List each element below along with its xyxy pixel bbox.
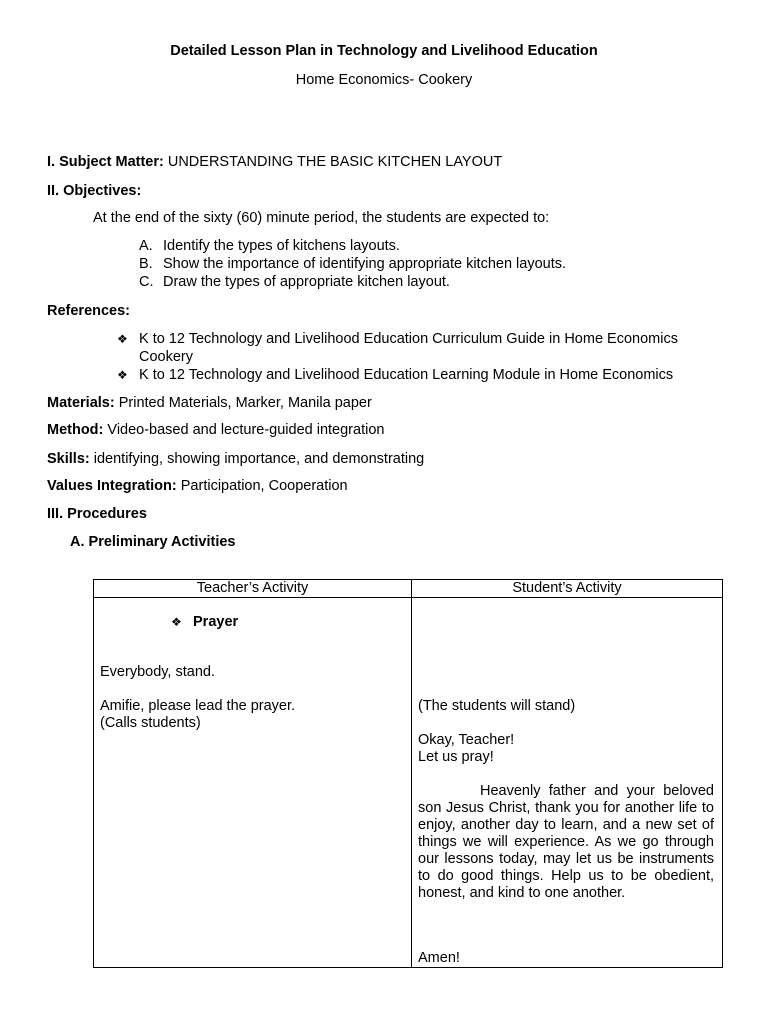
values-line <box>47 478 348 494</box>
student-line: Okay, Teacher! <box>418 732 515 748</box>
prayer-label: Prayer <box>193 614 239 630</box>
teacher-activity-header: Teacher’s Activity <box>94 580 412 598</box>
skills-line <box>47 451 424 467</box>
objectives-intro: At the end of the sixty (60) minute period, the students are expected to: <box>93 210 550 226</box>
subject-matter-label: I. Subject Matter: <box>47 154 164 170</box>
student-prayer-text: Heavenly father and your beloved son Jesus Christ, thank you for another life to enjoy, another day to learn, and a new set of things we will experience. As we go through our lessons today, may let us be instruments to do good things. Help us to be obedient, honest, and kind to one another. <box>418 783 714 901</box>
table-row <box>94 598 723 968</box>
objective-item <box>139 274 450 290</box>
preliminary-activities-heading <box>70 534 235 550</box>
student-line: Amen! <box>418 950 460 966</box>
objective-item <box>139 238 400 254</box>
objective-item <box>139 256 566 272</box>
objective-letter: B. <box>139 256 153 272</box>
student-line: (The students will stand) <box>418 698 576 714</box>
reference-text-continued: Cookery <box>139 349 193 365</box>
teacher-activity-cell <box>94 598 412 968</box>
objectives-label: II. Objectives: <box>47 183 142 199</box>
reference-text: K to 12 Technology and Livelihood Education Learning Module in Home Economics <box>139 367 674 383</box>
diamond-bullet-icon: ❖ <box>117 368 128 382</box>
document-title: Detailed Lesson Plan in Technology and Livelihood Education <box>170 43 598 59</box>
reference-item <box>117 367 673 383</box>
skills-label: Skills: <box>47 451 90 467</box>
materials-value: Printed Materials, Marker, Manila paper <box>118 395 372 411</box>
table-header-row <box>94 580 723 598</box>
objective-letter: C. <box>139 274 154 290</box>
references-heading <box>47 303 130 319</box>
subject-matter-value: UNDERSTANDING THE BASIC KITCHEN LAYOUT <box>167 154 503 170</box>
objectives-heading <box>47 183 141 199</box>
method-line <box>47 422 384 438</box>
materials-label: Materials: <box>47 395 115 411</box>
references-label: References: <box>47 303 131 319</box>
procedures-label: III. Procedures <box>47 506 147 522</box>
student-activity-cell <box>412 598 723 968</box>
preliminary-activities-label: A. Preliminary Activities <box>70 534 236 550</box>
student-line: Let us pray! <box>418 749 494 765</box>
method-value: Video-based and lecture-guided integration <box>107 422 385 438</box>
reference-text: K to 12 Technology and Livelihood Education Curriculum Guide in Home Economics <box>139 331 678 347</box>
activity-table <box>93 579 723 968</box>
values-value: Participation, Cooperation <box>180 478 348 494</box>
objective-text: Show the importance of identifying appropriate kitchen layouts. <box>163 256 567 272</box>
diamond-bullet-icon: ❖ <box>117 332 128 346</box>
teacher-line: Everybody, stand. <box>100 664 215 680</box>
prayer-heading <box>171 614 238 630</box>
skills-value: identifying, showing importance, and demonstrating <box>93 451 425 467</box>
diamond-bullet-icon: ❖ <box>171 615 182 629</box>
teacher-line: (Calls students) <box>100 715 201 731</box>
document-subtitle: Home Economics- Cookery <box>295 72 473 88</box>
materials-line <box>47 395 372 411</box>
objective-text: Draw the types of appropriate kitchen layout. <box>163 274 450 290</box>
method-label: Method: <box>47 422 104 438</box>
values-label: Values Integration: <box>47 478 177 494</box>
subject-matter-line <box>47 154 502 170</box>
procedures-heading <box>47 506 147 522</box>
teacher-line: Amifie, please lead the prayer. <box>100 698 296 714</box>
objective-letter: A. <box>139 238 153 254</box>
objective-text: Identify the types of kitchens layouts. <box>163 238 400 254</box>
reference-item <box>117 331 678 347</box>
student-activity-header: Student’s Activity <box>412 580 723 598</box>
